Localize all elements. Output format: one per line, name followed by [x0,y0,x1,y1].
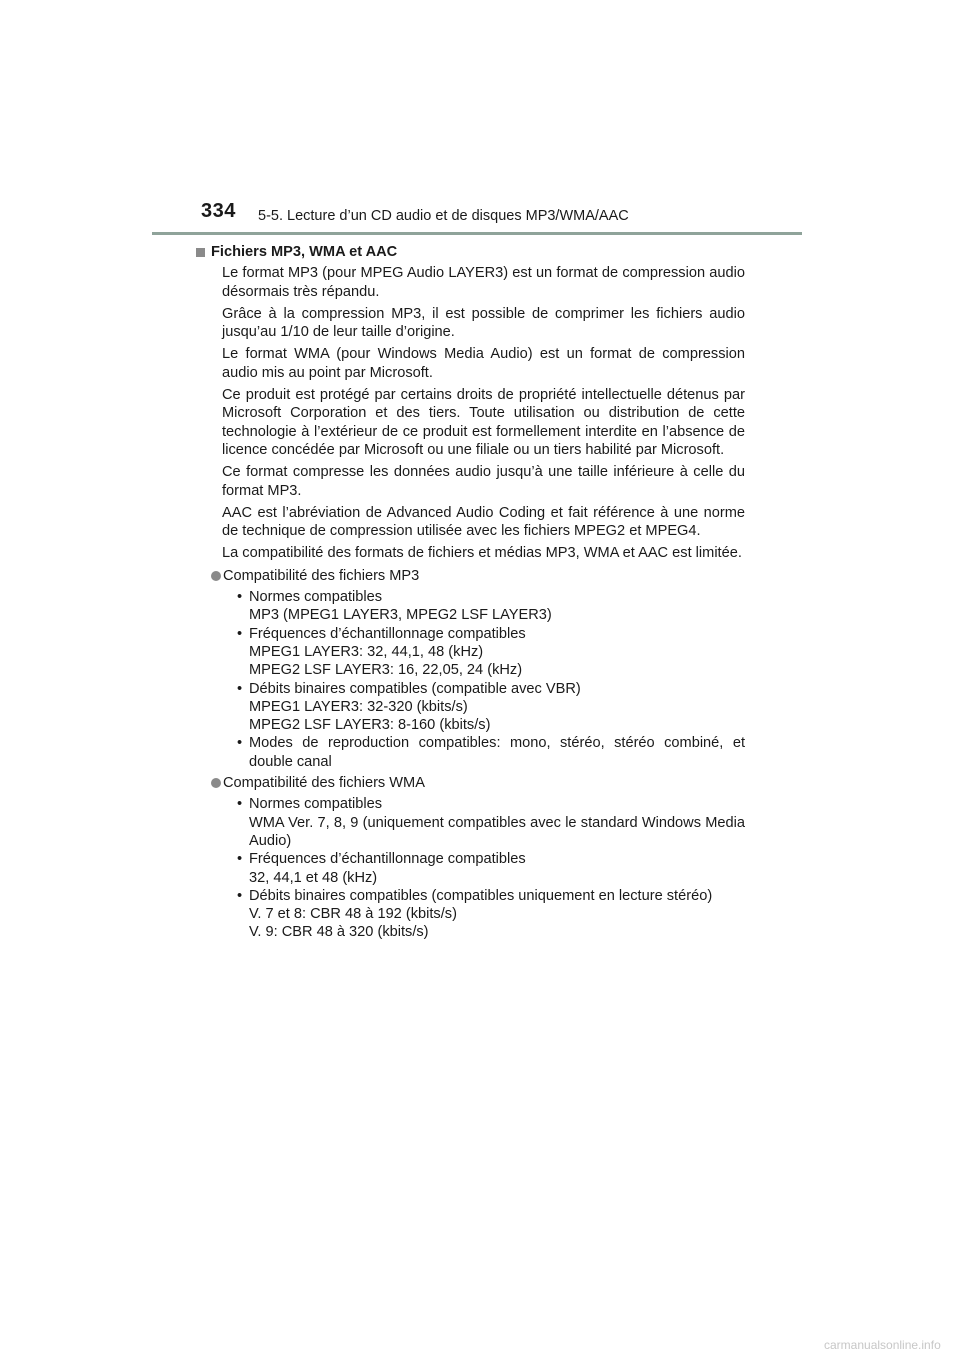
list-item: • Normes compatibles MP3 (MPEG1 LAYER3, MPEG2 LSF LAYER3) [237,589,552,624]
paragraph: AAC est l’abréviation de Advanced Audio Coding et fait référence à une norme de technique de compression utilisée avec les fichiers MPEG2 et MPEG4. [222,504,745,540]
heading-text: Fichiers MP3, WMA et AAC [211,244,398,260]
paragraph: Le format MP3 (pour MPEG Audio LAYER3) est un format de compression audio désormais très répandu. [222,265,745,300]
paragraph: Grâce à la compression MP3, il est possible de comprimer les fichiers audio jusqu’au 1/10 de leur taille d’origine. [222,305,745,341]
paragraph: Ce format compresse les données audio jusqu’à une taille inférieure à celle du format MP3. [222,464,745,499]
dot-bullet-icon: • [237,887,243,904]
list-item: • Fréquences d’échantillonnage compatibles MPEG1 LAYER3: 32, 44,1, 48 (kHz) MPEG2 LSF LAYER3: 16, 22,05, 24 (kHz) [237,625,526,679]
page-number: 334 [201,200,236,222]
dot-bullet-icon: • [237,796,243,813]
section-title: 5-5. Lecture d’un CD audio et de disques MP3/WMA/AAC [258,208,629,224]
dot-bullet-icon: • [237,589,243,606]
wma-section-title: Compatibilité des fichiers WMA [223,774,745,792]
paragraph: Ce produit est protégé par certains droits de propriété intellectuelle détenus par Microsoft Corporation et des tiers. Toute utilisation ou distribution de cette technologie à l’extérieur de ce produit est formellement interdite en l’absence de licence concédée par Microsoft ou une filiale ou un tiers habilité par Microsoft. [222,387,745,458]
circle-bullet-icon [211,778,221,788]
list-item: • Modes de reproduction compatibles: mono, stéréo, stéréo combiné, et double canal [237,735,745,770]
mp3-section-title: Compatibilité des fichiers MP3 [223,567,745,585]
paragraph: La compatibilité des formats de fichiers et médias MP3, WMA et AAC est limitée. [222,545,742,562]
circle-bullet-icon [211,571,221,581]
square-bullet-icon [196,248,205,257]
dot-bullet-icon: • [237,735,243,752]
watermark: carmanualsonline.info [824,1338,941,1352]
document-body [211,243,745,942]
list-item: • Normes compatibles WMA Ver. 7, 8, 9 (uniquement compatibles avec le standard Windows Media Audio) [237,796,745,849]
page-header [0,0,960,240]
dot-bullet-icon: • [237,625,243,642]
header-divider [152,232,802,235]
dot-bullet-icon: • [237,851,243,868]
list-item: • Débits binaires compatibles (compatible avec VBR) MPEG1 LAYER3: 32-320 (kbits/s) MPEG2 LSF LAYER3: 8-160 (kbits/s) [237,680,581,734]
paragraph: Le format WMA (pour Windows Media Audio) est un format de compression audio mis au point par Microsoft. [222,346,745,381]
dot-bullet-icon: • [237,680,243,697]
heading-fichiers [211,243,745,261]
list-item: • Fréquences d’échantillonnage compatibles 32, 44,1 et 48 (kHz) [237,851,526,886]
list-item: • Débits binaires compatibles (compatibles uniquement en lecture stéréo) V. 7 et 8: CBR 48 à 192 (kbits/s) V. 9: CBR 48 à 320 (kbits/s) [237,887,713,941]
